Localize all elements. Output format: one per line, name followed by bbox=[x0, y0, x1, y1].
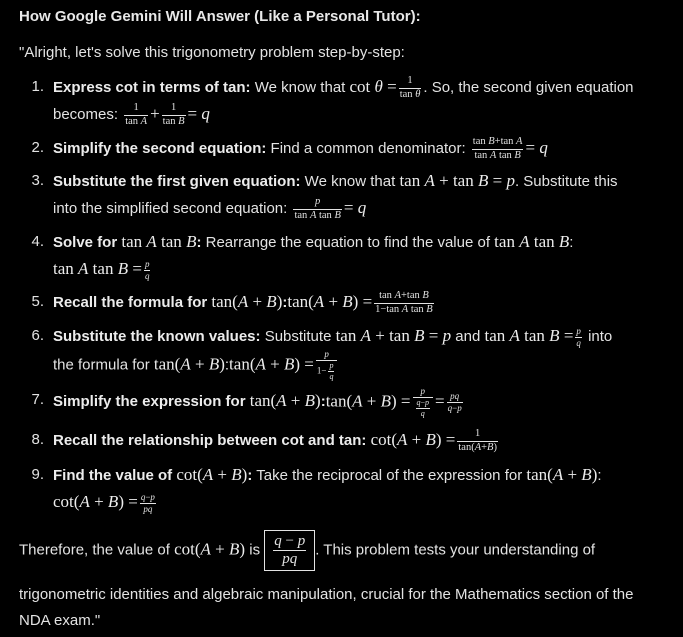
conclusion-line-2: trigonometric identities and algebraic manipulation, crucial for the Mathematics section of the bbox=[19, 586, 634, 603]
step-8: 8. Recall the relationship between cot and tan: cot(A + B) = $\frac{1}{\tan(A+B)}$ bbox=[26, 427, 666, 454]
step-9: 9. Find the value of cot(A + B): Take the reciprocal of the expression for tan(A + B): cot(A + B) = $\frac{q-p}{pq}$ bbox=[26, 462, 666, 516]
frac-p-over-q-minus-p-over-q: $\frac{p}{\frac{q-p}{q}}$ bbox=[413, 387, 434, 418]
step-text: the formula for bbox=[53, 356, 154, 374]
conclusion-text: Therefore, the value of bbox=[19, 541, 175, 559]
step-text: We know that bbox=[300, 173, 400, 190]
step-number: 3. bbox=[31, 172, 44, 189]
frac-p-over-product: $\frac{p}{\text{tan A tan B}}$ bbox=[294, 196, 341, 221]
step-heading: Express cot in terms of tan: bbox=[53, 79, 251, 96]
step-text: Substitute bbox=[260, 328, 336, 345]
conclusion: Therefore, the value of cot(A + B) is $\frac{q - p}{pq}$ . This problem tests your understanding of bbox=[19, 530, 595, 571]
step-3: 3. Substitute the first given equation: We know that tan A + tan B = p. Substitute this into the simplified second equation: $\frac{p}{\text{tan A tan B}}$ = q bbox=[26, 168, 666, 222]
frac-sum-over-product: $\frac{\text{tan B+tan A}}{\text{tan A tan B}}$ bbox=[472, 136, 523, 161]
step-number: 5. bbox=[31, 293, 44, 310]
step-number: 6. bbox=[31, 327, 44, 344]
step-1: 1. Express cot in terms of tan: We know that cot θ = $\frac{1}{\text{tan θ}}$ . So, the second given equation becomes: $\frac{1}{\text{tan A}}$ + $\frac{1}{\text{tan B}}$ = q bbox=[26, 74, 666, 128]
step-4: 4. Solve for tan A tan B: Rearrange the equation to find the value of tan A tan B: tan A tan B = $\frac{p}{q}$ bbox=[26, 229, 666, 283]
step-text: We know that bbox=[250, 79, 350, 96]
frac-1-over-tanA: $\frac{1}{\text{tan A}}$ bbox=[125, 102, 148, 127]
step-heading: Substitute the first given equation: bbox=[53, 173, 301, 190]
step-heading: Simplify the expression for tan(A + B): bbox=[53, 391, 326, 411]
frac-p-over-q: $\frac{p}{q}$ bbox=[144, 258, 150, 281]
step-heading: Solve for tan A tan B: bbox=[53, 232, 202, 251]
step-heading: Recall the formula for tan(A + B): bbox=[53, 292, 288, 311]
step-number: 4. bbox=[31, 233, 44, 250]
math-tanA-plus-tanB: tan A + tan B = p bbox=[399, 171, 515, 190]
step-number: 2. bbox=[31, 139, 44, 156]
step-heading: Recall the relationship between cot and tan: bbox=[53, 432, 371, 449]
step-2: 2. Simplify the second equation: Find a common denominator: $\frac{\text{tan B+tan A}}{\text{tan A tan B}}$ = q bbox=[26, 135, 666, 162]
step-text: becomes: bbox=[53, 106, 123, 123]
step-number: 7. bbox=[31, 391, 44, 408]
frac-pq-over-q-minus-p: $\frac{pq}{q-p}$ bbox=[447, 391, 462, 413]
conclusion-text: . This problem tests your understanding of bbox=[315, 541, 596, 559]
frac-tan-sum: $\frac{\text{tan A+tan B}}{\text{1−tan A tan B}}$ bbox=[375, 290, 433, 315]
math-cot-sum-eq: cot(A + B) = bbox=[53, 492, 138, 511]
frac-q-minus-p-over-pq: $\frac{q-p}{pq}$ bbox=[140, 491, 155, 514]
frac-1-over-tan-sum: $\frac{1}{\tan(A+B)}$ bbox=[458, 428, 497, 453]
step-number: 9. bbox=[31, 466, 44, 483]
step-heading: Simplify the second equation: bbox=[53, 140, 267, 157]
step-text: . So, the second given equation bbox=[423, 79, 634, 96]
step-text: Take the reciprocal of the expression for bbox=[252, 467, 527, 484]
step-5 bbox=[26, 289, 666, 316]
step-heading: Find the value of cot(A + B): bbox=[53, 465, 253, 484]
step-text: Rearrange the equation to find the value of bbox=[201, 234, 495, 251]
conclusion-line-3: NDA exam." bbox=[19, 612, 101, 629]
boxed-answer: $\frac{q - p}{pq}$ bbox=[264, 530, 315, 571]
intro-text: "Alright, let's solve this trigonometry problem step-by-step: bbox=[19, 44, 405, 61]
step-text: . Substitute this bbox=[514, 173, 618, 190]
step-number: 8. bbox=[31, 431, 44, 448]
step-6: 6. Substitute the known values: Substitute tan A + tan B = p and tan A tan B = $\frac{p}{q}$ into the formula for tan(A + B):tan(A + B) = p 1− $\frac{p}{q}$ bbox=[26, 323, 666, 381]
frac-p-over-q: $\frac{p}{q}$ bbox=[576, 325, 581, 348]
conclusion-text: is bbox=[245, 541, 265, 559]
step-text: Find a common denominator: bbox=[266, 140, 470, 157]
step-text: into the simplified second equation: bbox=[53, 200, 292, 217]
math-product-eq: tan A tan B = bbox=[53, 259, 142, 278]
frac-p-over-1-minus: p 1− $\frac{p}{q}$ bbox=[316, 350, 338, 381]
step-heading: Substitute the known values: bbox=[53, 328, 261, 345]
frac-1-over-tanB: $\frac{1}{\text{tan B}}$ bbox=[162, 102, 185, 127]
math-tan-sum-formula: tan(A + B) = bbox=[287, 292, 373, 311]
step-text: and bbox=[451, 328, 485, 345]
frac-1-over-tan-theta: $\frac{1}{\text{tan θ}}$ bbox=[399, 75, 421, 100]
step-text: into bbox=[583, 328, 613, 345]
step-number: 1. bbox=[31, 78, 44, 95]
step-7: 7. Simplify the expression for tan(A + B):tan(A + B) = $\frac{p}{\frac{q-p}{q}}$ = $\frac{pq}{q-p}$ bbox=[26, 387, 666, 418]
page-title: How Google Gemini Will Answer (Like a Personal Tutor): bbox=[19, 8, 421, 25]
math-cot-theta: cot θ = bbox=[349, 77, 397, 96]
